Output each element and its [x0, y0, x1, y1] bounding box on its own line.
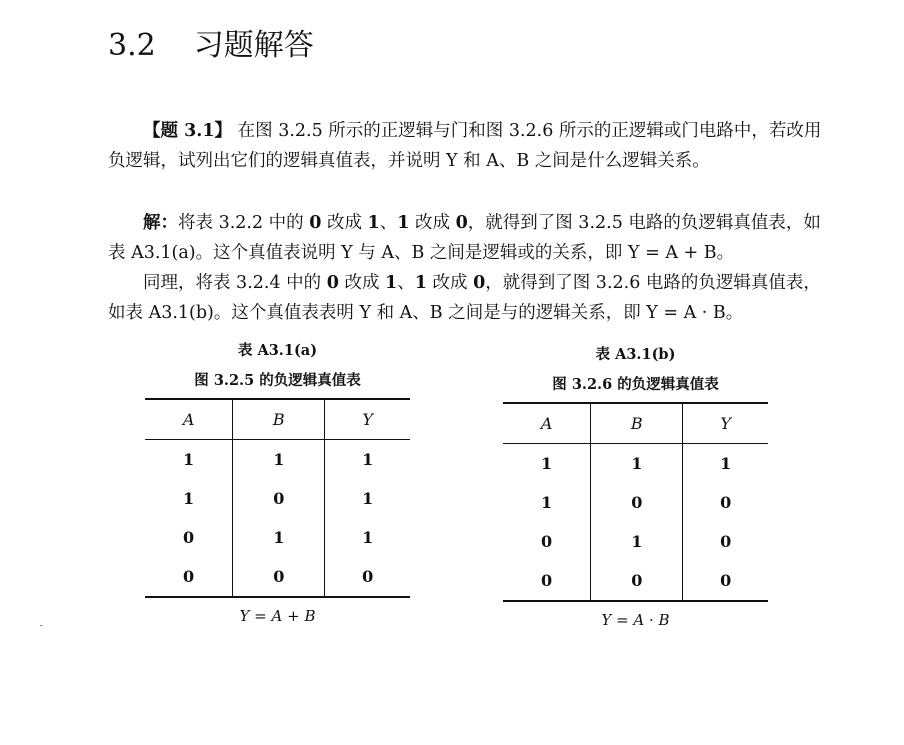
cell: 0: [683, 522, 768, 561]
cell: 0: [233, 557, 325, 597]
sol2-text-g: 改成: [426, 273, 474, 293]
cell: 1: [183, 450, 195, 469]
sol1-text-a: 将表 3.2.2 中的: [178, 213, 310, 233]
sol2-digit-b: 0: [326, 273, 339, 293]
sol1-digit-b: 0: [309, 213, 322, 233]
table-row: [145, 440, 410, 480]
table-header-row: [503, 403, 768, 444]
table-row: [145, 557, 410, 597]
cell: 1: [233, 518, 325, 557]
section-heading: [108, 28, 314, 64]
cell: 0: [541, 532, 553, 551]
table-row: [503, 522, 768, 561]
table-a-number: 表 A3.1(a): [237, 342, 318, 359]
table-row: [503, 483, 768, 522]
cell: 1: [541, 493, 553, 512]
header-b: B: [233, 399, 325, 440]
sol1-digit-d: 1: [367, 213, 380, 233]
cell: 1: [591, 444, 683, 484]
cell: 1: [591, 522, 683, 561]
header-b: B: [591, 403, 683, 444]
table-b-formula: Y = A · B: [601, 611, 670, 629]
sol1-text-e: 、: [379, 213, 398, 233]
sol2-digit-h: 0: [473, 273, 486, 293]
table-b-number: 表 A3.1(b): [595, 346, 676, 363]
sol2-text-e: 、: [397, 273, 415, 293]
problem-paragraph: [108, 116, 824, 176]
table-row: [145, 518, 410, 557]
cell: 0: [233, 479, 325, 518]
cell: 1: [233, 440, 325, 480]
table-row: [503, 444, 768, 484]
table-a-formula: Y = A + B: [239, 607, 316, 625]
cell: 0: [683, 561, 768, 601]
sol1-digit-f: 1: [397, 213, 410, 233]
section-number: 3.2: [108, 28, 156, 63]
cell: 1: [325, 479, 410, 518]
section-title: 习题解答: [193, 28, 314, 63]
cell: 1: [325, 518, 410, 557]
truth-table-a: [145, 398, 410, 598]
table-row: [145, 479, 410, 518]
problem-text: 在图 3.2.5 所示的正逻辑与门和图 3.2.6 所示的正逻辑或门电路中，若改用负逻辑，试列出它们的逻辑真值表，并说明 Y 和 A、B 之间是什么逻辑关系。: [108, 121, 822, 171]
sol2-text-c: 改成: [338, 273, 386, 293]
sol2-text-i: ，就得到了图 3.2.6 电路的负逻辑真值表，如表 A3.1(b)。这个真值表表明 Y 和 A、B 之间是与的逻辑关系，即 Y = A · B。: [108, 273, 821, 323]
header-y: Y: [325, 399, 410, 440]
cell: 0: [503, 561, 591, 601]
solution-label: 解：: [143, 213, 178, 233]
cell: 0: [591, 483, 683, 522]
problem-label: 【题 3.1】: [143, 121, 233, 141]
cell: 0: [683, 483, 768, 522]
table-a-caption: 图 3.2.5 的负逻辑真值表: [194, 372, 361, 389]
sol2-text-a: 同理，将表 3.2.4 中的: [143, 273, 327, 293]
header-a: A: [145, 399, 233, 440]
cell: 1: [183, 489, 195, 508]
table-b-caption: 图 3.2.6 的负逻辑真值表: [552, 376, 719, 393]
cell: 1: [325, 440, 410, 480]
table-row: [503, 561, 768, 601]
cell: 1: [541, 454, 553, 473]
table-header-row: [145, 399, 410, 440]
truth-table-b-block: [503, 342, 768, 638]
header-a: A: [503, 403, 591, 444]
cell: 0: [145, 557, 233, 597]
scan-mark: [40, 625, 43, 626]
sol2-digit-f: 1: [414, 273, 427, 293]
truth-table-a-block: [145, 338, 410, 634]
sol2-digit-d: 1: [385, 273, 398, 293]
cell: 1: [683, 444, 768, 484]
cell: 0: [591, 561, 683, 601]
truth-table-b: [503, 402, 768, 602]
header-y: Y: [683, 403, 768, 444]
sol1-digit-h: 0: [455, 213, 468, 233]
solution-paragraph-2: [108, 268, 824, 328]
sol1-text-c: 改成: [321, 213, 368, 233]
cell: 0: [325, 557, 410, 597]
cell: 0: [183, 528, 195, 547]
sol1-text-i: ，就得到了图 3.2.5 电路的负逻辑真值表，如表 A3.1(a)。这个真值表说明 Y 与 A、B 之间是逻辑或的关系，即 Y = A + B。: [108, 213, 821, 263]
solution-paragraph-1: [108, 208, 824, 268]
sol1-text-g: 改成: [409, 213, 456, 233]
